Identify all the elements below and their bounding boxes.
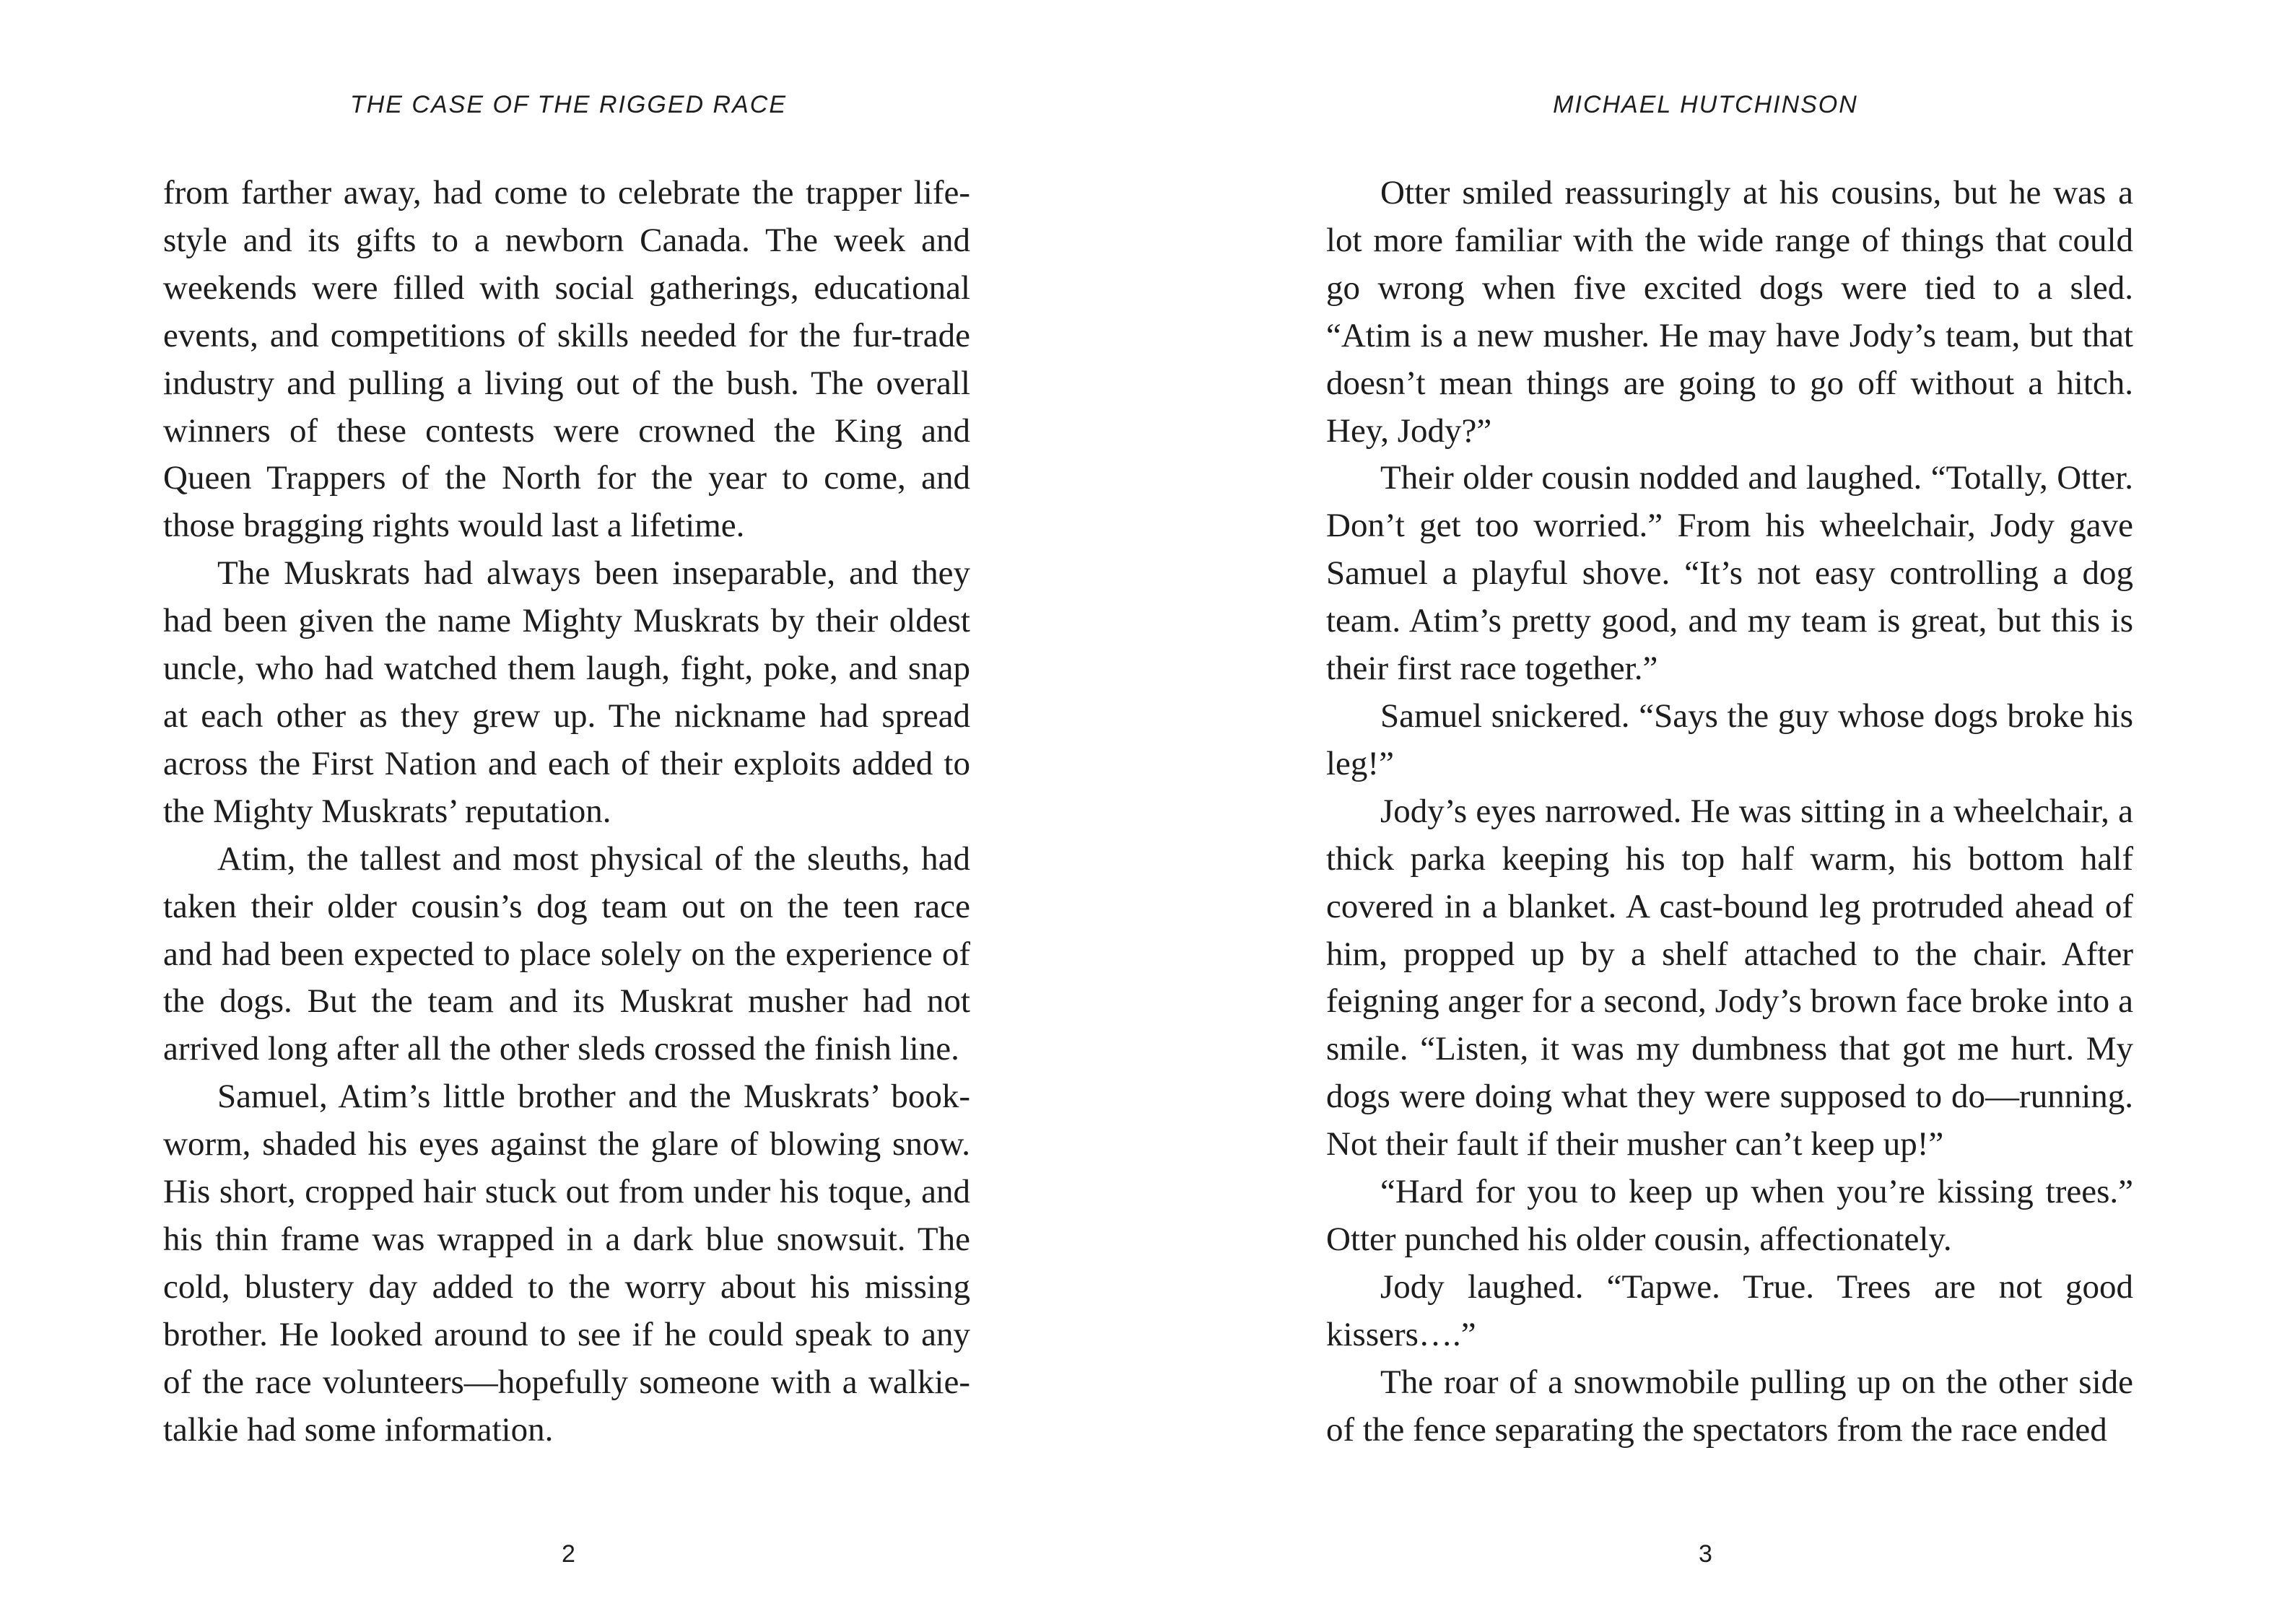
body-text-right: [1326, 170, 2133, 1454]
paragraph: “Hard for you to keep up when you’re kissing trees.” Otter punched his older cousin, affectionately.: [1326, 1173, 2133, 1258]
page-number-right: 3: [1699, 1540, 1712, 1568]
paragraph: Samuel snickered. “Says the guy whose dogs broke his leg!”: [1326, 697, 2133, 782]
paragraph: Jody laughed. “Tapwe. True. Trees are not good kissers….”: [1326, 1267, 2133, 1353]
paragraph: from farther away, had come to celebrate the trapper lifestyle and its gifts to a newborn Canada. The week and weekends were filled with social gatherings, educational events, and competitions of skills needed for the fur-trade industry and pulling a living out of the bush. The overall winners of these contests were crowned the King and Queen Trappers of the North for the year to come, and those bragging rights would last a lifetime.: [163, 174, 970, 545]
body-text-left: [163, 170, 970, 1454]
paragraph: The Muskrats had always been inseparable, and they had been given the name Mighty Muskrats by their oldest uncle, who had watched them laugh, fight, poke, and snap at each other as they grew up. The nickname had spread across the First Nation and each of their exploits added to the Mighty Muskrats’ reputation.: [163, 554, 970, 830]
running-head-book-title: THE CASE OF THE RIGGED RACE: [349, 91, 787, 118]
paragraph: Otter smiled reassuringly at his cousins, but he was a lot more familiar with the wide range of things that could go wrong when five excited dogs were tied to a sled. “Atim is a new musher. He may have Jody’s team, but that doesn’t mean things are going to go off without a hitch. Hey, Jody?”: [1326, 174, 2133, 450]
page-number-left: 2: [562, 1540, 575, 1568]
paragraph: Jody’s eyes narrowed. He was sitting in a wheelchair, a thick parka keeping his top half warm, his bottom half covered in a blanket. A cast-bound leg protruded ahead of him, propped up by a shelf attached to the chair. After feigning anger for a second, Jody’s brown face broke into a smile. “Listen, it was my dumbness that got me hurt. My dogs were doing what they were supposed to do—running. Not their fault if their musher can’t keep up!”: [1326, 792, 2133, 1164]
paragraph: The roar of a snowmobile pulling up on the other side of the fence separating the spectators from the race ended: [1326, 1363, 2133, 1449]
right-page: [1137, 0, 2274, 1624]
running-head-author: MICHAEL HUTCHINSON: [1553, 91, 1858, 118]
paragraph: Atim, the tallest and most physical of the sleuths, had taken their older cousin’s dog team out on the teen race and had been expected to place solely on the experience of the dogs. But the team and its Muskrat musher had not arrived long after all the other sleds crossed the finish line.: [163, 839, 970, 1068]
paragraph: Samuel, Atim’s little brother and the Muskrats’ bookworm, shaded his eyes against the glare of blowing snow. His short, cropped hair stuck out from under his toque, and his thin frame was wrapped in a dark blue snowsuit. The cold, blustery day added to the worry about his missing brother. He looked around to see if he could speak to any of the race volunteers—hopefully someone with a walkie-talkie had some information.: [163, 1078, 970, 1449]
paragraph: Their older cousin nodded and laughed. “Totally, Otter. Don’t get too worried.” From his wheelchair, Jody gave Samuel a playful shove. “It’s not easy controlling a dog team. Atim’s pretty good, and my team is great, but this is their first race together.”: [1326, 459, 2133, 688]
